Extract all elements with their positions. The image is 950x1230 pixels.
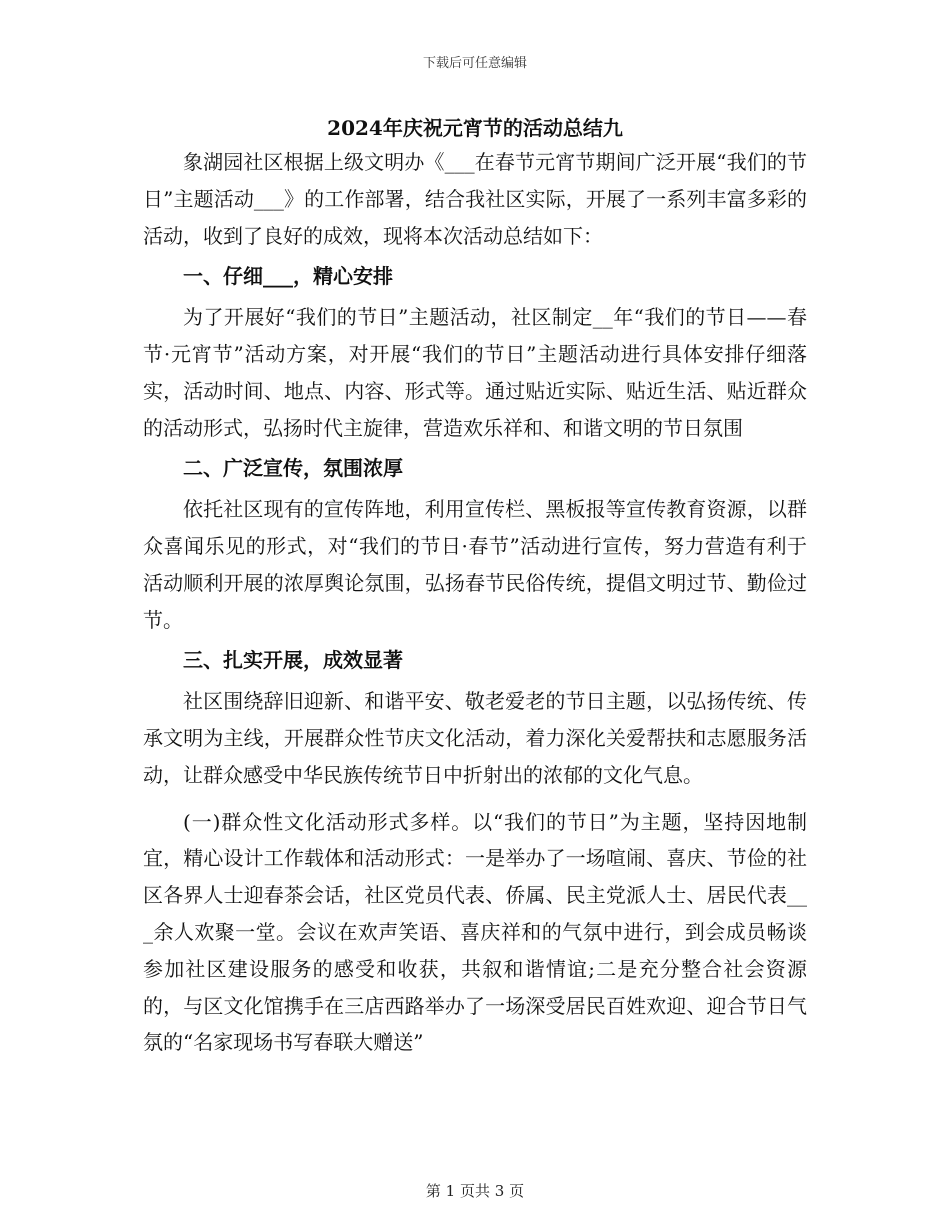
- page-footer: 第 1 页共 3 页: [425, 1182, 525, 1200]
- section-3-paragraph: 社区围绕辞旧迎新、和谐平安、敬老爱老的节日主题，以弘扬传统、传承文明为主线，开展群众性节庆文化活动，着力深化关爱帮扶和志愿服务活动，让群众感受中华民族传统节日中折射出的浓郁的文化气息。: [143, 689, 807, 787]
- section-1-paragraph: 为了开展好“我们的节日”主题活动，社区制定__年“我们的节日——春节·元宵节”活动方案，对开展“我们的节日”主题活动进行具体安排仔细落实，活动时间、地点、内容、形式等。通过贴近实际、贴近生活、贴近群众的活动形式，弘扬时代主旋律，营造欢乐祥和、和谐文明的节日氛围: [143, 305, 807, 440]
- section-2-paragraph: 依托社区现有的宣传阵地，利用宣传栏、黑板报等宣传教育资源，以群众喜闻乐见的形式，对“我们的节日·春节”活动进行宣传，努力营造有利于活动顺利开展的浓厚舆论氛围，弘扬春节民俗传统，提倡文明过节、勤俭过节。: [143, 497, 807, 632]
- section-heading-2: 二、广泛宣传，氛围浓厚: [183, 456, 403, 481]
- page-header: 下载后可任意编辑: [422, 56, 527, 71]
- document-title: 2024年庆祝元宵节的活动总结九: [327, 116, 623, 140]
- document-body: [143, 112, 807, 1061]
- section-heading-3: 三、扎实开展，成效显著: [183, 648, 403, 673]
- subsection-1-paragraph: (一)群众性文化活动形式多样。以“我们的节日”为主题，坚持因地制宜，精心设计工作载体和活动形式：一是举办了一场喧闹、喜庆、节俭的社区各界人士迎春茶会话，社区党员代表、侨属、民主党派人士、居民代表___余人欢聚一堂。会议在欢声笑语、喜庆祥和的气氛中进行，到会成员畅谈参加社区建设服务的感受和收获，共叙和谐情谊;二是充分整合社会资源的，与区文化馆携手在三店西路举办了一场深受居民百姓欢迎、迎合节日气氛的“名家现场书写春联大赠送”: [143, 809, 807, 1055]
- intro-paragraph: 象湖园社区根据上级文明办《___在春节元宵节期间广泛开展“我们的节日”主题活动___》的工作部署，结合我社区实际，开展了一系列丰富多彩的活动，收到了良好的成效，现将本次活动总结如下：: [143, 150, 807, 248]
- section-heading-1: 一、仔细___，精心安排: [183, 264, 393, 289]
